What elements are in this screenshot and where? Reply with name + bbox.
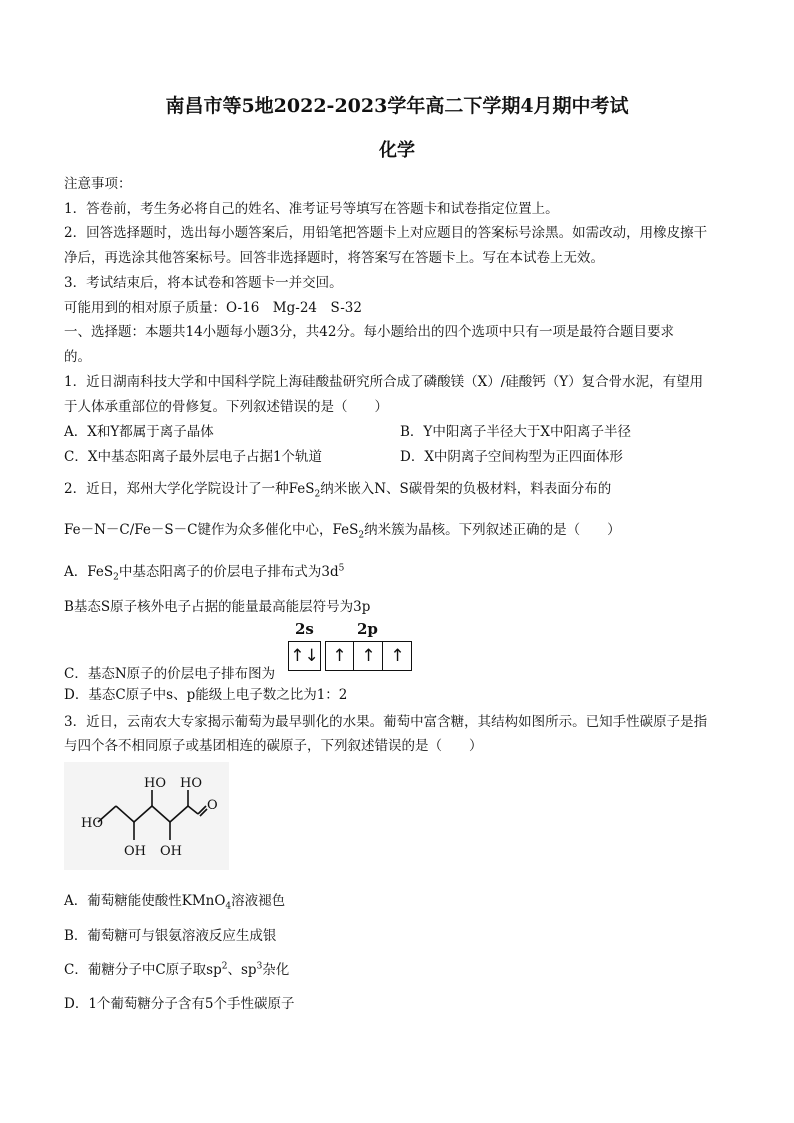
q1-option-c: C．X中基态阳离子最外层电子占据1个轨道	[64, 449, 323, 465]
section-1-line-1: 一、选择题：本题共14小题每小题3分，共42分。每小题给出的四个选项中只有一项是最符合题目要求	[64, 324, 674, 340]
option-text: 溶液褪色	[231, 893, 286, 909]
q2-stem-text: 2．近日，郑州大学化学院设计了一种	[64, 481, 289, 497]
option-label: A．	[64, 564, 88, 580]
superscript: 5	[338, 563, 345, 574]
q3-stem-line-2: 与四个各不相同原子或基团相连的碳原子，下列叙述错误的是（ ）	[64, 738, 483, 754]
label-ho-left: HO	[81, 816, 103, 831]
formula-kmno4: KMnO	[181, 893, 226, 909]
orbital-cell: ↑↓	[290, 646, 319, 666]
subscript: 2	[113, 572, 119, 583]
q2-stem-text: 纳米嵌入N、S碳骨架的负极材料，料表面分布的	[320, 481, 612, 497]
option-text: 中基态阳离子的价层电子排布式为	[118, 564, 322, 580]
hybrid-sp: sp	[240, 962, 257, 978]
q2-option-a	[64, 563, 344, 581]
q1-option-b: B．Y中阳离子半径大于X中阳离子半径	[400, 424, 631, 440]
q1-stem-line-1: 1．近日湖南科技大学和中国科学院上海硅酸盐研究所合成了磷酸镁（X）/硅酸钙（Y）复合骨水泥，有望用	[64, 374, 704, 390]
option-text: 杂化	[262, 962, 290, 978]
subject-title: 化学	[379, 140, 415, 161]
superscript: 2	[221, 961, 228, 972]
q3-stem-line-1: 3．近日，云南农大专家揭示葡萄为最早驯化的水果。葡萄中富含糖，其结构如图所示。已知手性碳原子是指	[64, 714, 708, 730]
q2-option-b: B基态S原子核外电子占据的能量最高能层符号为3p	[64, 599, 371, 615]
label-oh-top-2: HO	[180, 776, 202, 791]
option-text: C．葡糖分子中C原子取	[64, 962, 207, 978]
q2-option-c: C．基态N原子的价层电子排布图为	[64, 666, 276, 682]
orbital-box-2s	[288, 641, 321, 671]
bond-notation: Fe－N－C/Fe－S－C	[64, 522, 198, 538]
q3-option-a	[64, 892, 285, 910]
notice-item-2-line-2: 净后，再选涂其他答案标号。回答非选择题时，将答案写在答题卡上。写在本试卷上无效。	[64, 250, 604, 266]
orbital-cell: ↑	[355, 642, 383, 670]
q1-stem-line-2: 于人体承重部位的骨修复。下列叙述错误的是（ ）	[64, 399, 388, 415]
atomic-masses: 可能用到的相对原子质量：O-16 Mg-24 S-32	[64, 300, 362, 316]
q1-option-d: D．X中阴离子空间构型为正四面体形	[400, 449, 623, 465]
label-oh-bottom-2: OH	[160, 844, 182, 859]
q2-stem-text: 键作为众多催化中心，	[197, 522, 333, 538]
orbital-box-2p	[325, 641, 412, 671]
electron-config: 3d	[321, 564, 339, 580]
notice-heading: 注意事项：	[64, 176, 132, 192]
page-title: 南昌市等5地2022-2023学年高二下学期4月期中考试	[165, 95, 629, 117]
option-text: A．葡萄糖能使酸性	[64, 893, 182, 909]
separator: 、	[227, 962, 241, 978]
q2-option-d: D．基态C原子中s、p能级上电子数之比为1：2	[64, 687, 348, 703]
q2-stem-line-1	[64, 480, 611, 498]
q2-stem-text: 纳米簇为晶核。下列叙述正确的是（ ）	[364, 522, 621, 538]
subscript: 2	[358, 530, 365, 541]
notice-item-3: 3．考试结束后，将本试卷和答题卡一并交回。	[64, 275, 343, 291]
label-oh-bottom-1: OH	[124, 844, 146, 859]
formula-fes2: FeS	[332, 522, 359, 538]
orbital-label-2s: 2s	[295, 620, 314, 638]
label-o-aldehyde: O	[207, 798, 218, 813]
notice-item-2-line-1: 2．回答选择题时，选出每小题答案后，用铅笔把答题卡上对应题目的答案标号涂黑。如需改动，用橡皮擦干	[64, 225, 708, 241]
orbital-cell: ↑	[390, 646, 405, 666]
superscript: 3	[256, 961, 263, 972]
subscript: 2	[314, 489, 321, 500]
label-oh-top-1: HO	[144, 776, 166, 791]
section-1-line-2: 的。	[64, 349, 91, 365]
q3-option-c	[64, 961, 289, 979]
q2-stem-line-2	[64, 521, 621, 539]
q3-option-b: B．葡萄糖可与银氨溶液反应生成银	[64, 928, 277, 944]
formula-fes2: FeS	[288, 481, 315, 497]
notice-item-1: 1．答卷前，考生务必将自己的姓名、准考证号等填写在答题卡和试卷指定位置上。	[64, 201, 559, 217]
orbital-cell: ↑	[326, 642, 354, 670]
hybrid-sp: sp	[206, 962, 222, 978]
subscript: 4	[225, 901, 232, 912]
formula-fes2: FeS	[87, 564, 114, 580]
q1-option-a: A．X和Y都属于离子晶体	[64, 424, 214, 440]
q3-option-d: D．1个葡萄糖分子含有5个手性碳原子	[64, 996, 295, 1012]
glucose-structure	[64, 762, 229, 870]
orbital-label-2p: 2p	[357, 620, 378, 638]
